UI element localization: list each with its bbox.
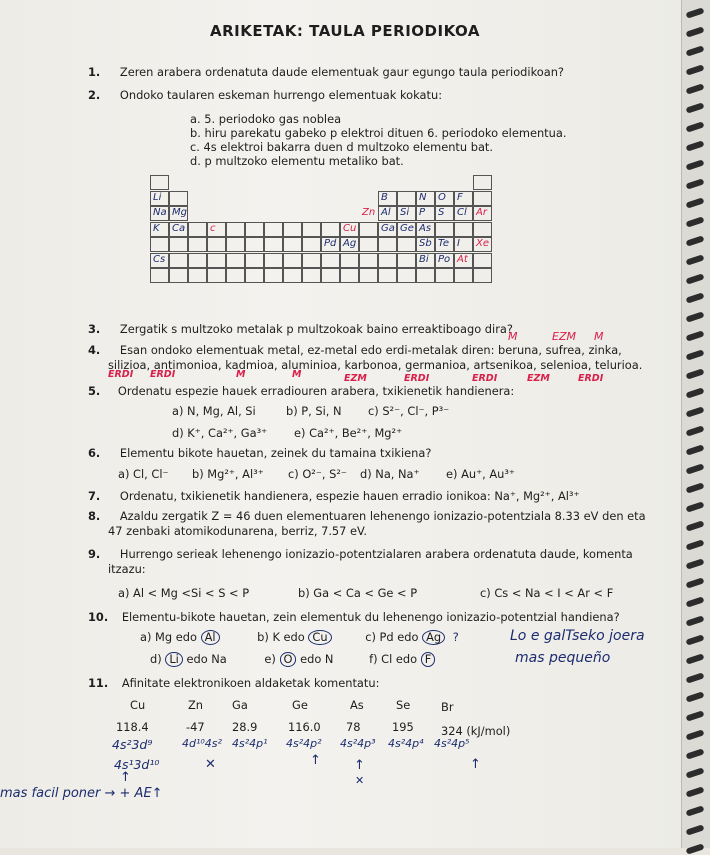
binding-coil — [686, 558, 705, 569]
q11-config-as: 4s²4p³ — [340, 737, 376, 750]
q10-item-d-rest: edo Na — [186, 652, 227, 666]
q5-item-c: c) S²⁻, Cl⁻, P³⁻ — [368, 404, 450, 418]
element-symbol: I — [457, 238, 460, 249]
element-symbol: N — [419, 191, 427, 203]
question-4-text-2: silizioa, antimonioa, kadmioa, aluminioa, karbonoa, germanioa, artsenikoa, selenioa, telurioa. — [108, 358, 643, 372]
binding-coil — [686, 463, 705, 474]
periodic-table-grid — [150, 175, 495, 290]
periodic-cell — [264, 222, 283, 237]
question-4 — [88, 343, 622, 357]
question-9-text: Hurrengo serieak lehenengo ionizazio-potentzialaren arabera ordenatuta daude, komenta — [119, 547, 633, 561]
q4-note-7: ERDI — [472, 373, 498, 384]
q11-config-zn: 4d¹⁰4s² — [182, 737, 222, 750]
periodic-cell — [397, 191, 416, 206]
binding-coil — [686, 710, 705, 721]
q10-question-mark: ? — [452, 630, 459, 644]
element-symbol: S — [438, 207, 445, 218]
q10-item-e-rest: edo N — [300, 652, 334, 666]
q9-item-a: a) Al < Mg <Si < S < P — [118, 586, 250, 600]
binding-coil — [686, 273, 705, 284]
element-symbol: As — [419, 222, 432, 234]
element-symbol: Li — [153, 191, 162, 203]
periodic-cell — [188, 253, 207, 268]
q11-config-se: 4s²4p⁴ — [388, 737, 424, 750]
periodic-cell — [359, 253, 378, 268]
q11-value-se: 195 — [392, 720, 414, 734]
q11-element-se: Se — [396, 698, 411, 712]
element-symbol: B — [381, 191, 388, 203]
binding-coil — [686, 520, 705, 531]
periodic-cell — [245, 222, 264, 237]
periodic-cell — [473, 191, 492, 206]
q4-note-9: ERDI — [578, 373, 604, 384]
element-symbol: Mg — [172, 207, 187, 218]
periodic-cell — [226, 237, 245, 252]
q6-item-b: b) Mg²⁺, Al³⁺ — [192, 467, 264, 481]
q2-item-b: b. hiru parekatu gabeko p elektroi dituen 6. periodoko elementua. — [190, 126, 567, 140]
element-symbol: Ge — [400, 222, 414, 234]
periodic-cell — [150, 268, 169, 283]
binding-coil — [686, 786, 705, 797]
q11-element-zn: Zn — [188, 698, 204, 712]
element-symbol: Bi — [419, 253, 429, 265]
q4-note-m2: M — [594, 330, 604, 343]
element-symbol: Pd — [324, 238, 337, 249]
q5-item-a: a) N, Mg, Al, Si — [172, 404, 256, 418]
periodic-cell — [340, 268, 359, 283]
x-mark-zn: ✕ — [205, 757, 216, 772]
binding-coil — [686, 102, 705, 113]
q11-element-as: As — [350, 698, 364, 712]
periodic-cell — [207, 268, 226, 283]
periodic-cell — [321, 268, 340, 283]
binding-coil — [686, 615, 705, 626]
question-11-number: 11. — [88, 676, 109, 690]
element-symbol: Cs — [153, 253, 166, 265]
q2-item-d: d. p multzoko elementu metaliko bat. — [190, 154, 404, 168]
binding-coil — [686, 140, 705, 151]
periodic-cell — [473, 268, 492, 283]
periodic-cell — [283, 268, 302, 283]
question-2-text: Ondoko taularen eskeman hurrengo elementuak kokatu: — [119, 88, 443, 102]
element-symbol: c — [210, 222, 216, 234]
q10-item-b-label: b) K edo — [257, 630, 305, 644]
periodic-cell — [226, 222, 245, 237]
q10-item-c-label: c) Pd edo — [365, 630, 419, 644]
q11-value-br: 324 (kJ/mol) — [441, 724, 511, 738]
periodic-cell — [226, 253, 245, 268]
question-8 — [88, 509, 646, 523]
binding-coil — [686, 653, 705, 664]
q5-item-e: e) Ca²⁺, Be²⁺, Mg²⁺ — [294, 426, 403, 440]
q4-note-8: EZM — [527, 373, 550, 384]
question-1 — [88, 65, 564, 79]
periodic-cell — [245, 268, 264, 283]
binding-coil — [686, 83, 705, 94]
q4-note-4: M — [292, 369, 302, 380]
binding-coil — [686, 387, 705, 398]
element-symbol: Na — [153, 207, 167, 218]
binding-coil — [686, 349, 705, 360]
q11-value-cu: 118.4 — [116, 720, 149, 734]
periodic-cell — [340, 253, 359, 268]
periodic-cell — [321, 222, 340, 237]
binding-coil — [686, 729, 705, 740]
binding-coil — [686, 159, 705, 170]
periodic-cell — [378, 237, 397, 252]
q10-answer-al: Al — [201, 630, 220, 645]
q4-note-ezm: EZM — [552, 330, 576, 343]
element-symbol: Si — [400, 207, 410, 218]
up-arrow-ge: ↑ — [310, 753, 321, 768]
periodic-cell — [397, 268, 416, 283]
q6-item-a: a) Cl, Cl⁻ — [118, 467, 169, 481]
question-5-text: Ordenatu espezie hauek erradiouren arabera, txikienetik handienera: — [117, 384, 515, 398]
binding-coil — [686, 121, 705, 132]
periodic-cell — [454, 268, 473, 283]
element-symbol: K — [153, 222, 160, 234]
periodic-cell — [397, 253, 416, 268]
question-7-number: 7. — [88, 489, 101, 503]
question-5-number: 5. — [88, 384, 101, 398]
q6-item-e: e) Au⁺, Au³⁺ — [446, 467, 515, 481]
element-symbol: Ar — [476, 207, 487, 218]
periodic-cell — [302, 237, 321, 252]
question-9-number: 9. — [88, 547, 101, 561]
periodic-cell — [169, 253, 188, 268]
binding-coil — [686, 254, 705, 265]
q10-row-2 — [150, 652, 435, 667]
element-symbol: Cl — [457, 207, 467, 218]
binding-coil — [686, 444, 705, 455]
question-10-text: Elementu-bikote hauetan, zein elementuk du lehenengo ionizazio-potentzial handiena? — [121, 610, 620, 624]
up-arrow-cu: ↑ — [120, 770, 131, 785]
element-symbol: P — [419, 207, 426, 218]
q10-row-1 — [140, 630, 459, 645]
q10-answer-ag: Ag — [422, 630, 445, 645]
up-arrow-br: ↑ — [470, 757, 481, 772]
binding-coil — [686, 482, 705, 493]
binding-coil — [686, 178, 705, 189]
periodic-cell — [150, 237, 169, 252]
binding-coil — [686, 64, 705, 75]
periodic-cell — [226, 268, 245, 283]
periodic-cell — [435, 222, 454, 237]
q2-item-a: a. 5. periodoko gas noblea — [190, 112, 342, 126]
question-2-number: 2. — [88, 88, 101, 102]
q11-element-ga: Ga — [232, 698, 248, 712]
question-6-text: Elementu bikote hauetan, zeinek du tamaina txikiena? — [119, 446, 432, 460]
periodic-cell — [283, 237, 302, 252]
periodic-cell — [169, 191, 188, 206]
question-6 — [88, 446, 431, 460]
q10-answer-cu: Cu — [308, 630, 331, 645]
q11-value-as: 78 — [346, 720, 361, 734]
periodic-cell — [378, 253, 397, 268]
q11-config-br: 4s²4p⁵ — [434, 737, 470, 750]
element-symbol: Xe — [476, 238, 490, 249]
q11-config-cu: 4s²3d⁹ — [112, 737, 153, 752]
periodic-cell — [283, 253, 302, 268]
q11-config-cu-alt: 4s¹3d¹⁰ — [114, 757, 160, 772]
question-2 — [88, 88, 442, 102]
periodic-cell — [188, 268, 207, 283]
question-7-text: Ordenatu, txikienetik handienera, espezie hauen erradio ionikoa: Na⁺, Mg²⁺, Al³⁺ — [119, 489, 580, 503]
q4-note-3: M — [236, 369, 246, 380]
q11-value-ga: 28.9 — [232, 720, 258, 734]
binding-coil — [686, 805, 705, 816]
periodic-cell — [435, 268, 454, 283]
q11-value-ge: 116.0 — [288, 720, 321, 734]
periodic-cell — [245, 253, 264, 268]
element-symbol: Po — [438, 253, 451, 265]
q9-item-c: c) Cs < Na < I < Ar < F — [480, 586, 614, 600]
binding-coil — [686, 368, 705, 379]
q11-config-ge: 4s²4p² — [286, 737, 322, 750]
element-symbol: F — [457, 191, 463, 203]
q10-answer-f: F — [421, 652, 436, 667]
binding-coil — [686, 425, 705, 436]
question-1-number: 1. — [88, 65, 101, 79]
q10-item-f-label: f) Cl edo — [369, 652, 418, 666]
binding-coil — [686, 577, 705, 588]
q11-value-zn: -47 — [186, 720, 205, 734]
periodic-cell — [302, 222, 321, 237]
q11-bottom-note: mas facil poner → + AE↑ — [0, 786, 163, 801]
binding-coil — [686, 311, 705, 322]
binding-coil — [686, 539, 705, 550]
binding-coil — [686, 824, 705, 835]
q10-answer-li: Li — [165, 652, 183, 667]
periodic-cell — [359, 237, 378, 252]
binding-coil — [686, 634, 705, 645]
q4-note-1: ERDI — [108, 369, 134, 380]
periodic-cell — [207, 237, 226, 252]
binding-coil — [686, 672, 705, 683]
question-8-text: Azaldu zergatik Z = 46 duen elementuaren lehenengo ionizazio-potentziala 8.33 eV den eta — [119, 509, 646, 523]
question-5 — [88, 384, 514, 398]
question-10-number: 10. — [88, 610, 109, 624]
question-1-text: Zeren arabera ordenatuta daude elementuak gaur egungo taula periodikoan? — [119, 65, 564, 79]
q11-element-cu: Cu — [130, 698, 146, 712]
q5-item-d: d) K⁺, Ca²⁺, Ga³⁺ — [172, 426, 268, 440]
question-3-number: 3. — [88, 322, 101, 336]
periodic-cell — [302, 268, 321, 283]
question-10 — [88, 610, 620, 624]
periodic-cell — [188, 222, 207, 237]
question-8-text-2: 47 zenbaki atomikodunarena, berriz, 7.57 eV. — [108, 524, 368, 538]
element-symbol: Te — [438, 238, 450, 249]
question-8-number: 8. — [88, 509, 101, 523]
q10-hand-note-2: mas pequeño — [515, 650, 611, 666]
question-9-text-2: itzazu: — [108, 562, 146, 576]
periodic-cell — [302, 253, 321, 268]
q11-element-ge: Ge — [292, 698, 308, 712]
q9-item-b: b) Ga < Ca < Ge < P — [298, 586, 418, 600]
question-9 — [88, 547, 633, 561]
periodic-cell — [397, 237, 416, 252]
periodic-cell — [416, 268, 435, 283]
periodic-cell — [245, 237, 264, 252]
binding-coil — [686, 596, 705, 607]
binding-coil — [686, 501, 705, 512]
q10-answer-o: O — [280, 652, 297, 667]
periodic-cell — [169, 268, 188, 283]
binding-coil — [686, 406, 705, 417]
periodic-cell — [283, 222, 302, 237]
periodic-cell — [473, 222, 492, 237]
question-7 — [88, 489, 580, 503]
periodic-cell — [169, 237, 188, 252]
up-arrow-as: ↑ — [354, 758, 365, 773]
periodic-cell — [264, 268, 283, 283]
periodic-cell — [321, 253, 340, 268]
spiral-binding — [681, 0, 710, 848]
binding-coil — [686, 843, 705, 854]
q5-item-b: b) P, Si, N — [286, 404, 342, 418]
q10-hand-note-1: Lo e galTseko joera — [510, 628, 645, 644]
question-11 — [88, 676, 379, 690]
question-6-number: 6. — [88, 446, 101, 460]
q11-element-br: Br — [441, 700, 454, 714]
question-4-number: 4. — [88, 343, 101, 357]
question-3-text: Zergatik s multzoko metalak p multzokoak baino erreaktiboago dira? — [119, 322, 513, 336]
binding-coil — [686, 691, 705, 702]
periodic-cell — [359, 222, 378, 237]
periodic-cell — [359, 268, 378, 283]
q4-note-5: EZM — [344, 373, 367, 384]
binding-coil — [686, 330, 705, 341]
element-symbol: Al — [381, 207, 391, 218]
element-symbol: Ga — [381, 222, 395, 234]
periodic-cell — [188, 237, 207, 252]
element-symbol: Ag — [343, 238, 357, 249]
periodic-cell — [473, 253, 492, 268]
question-11-text: Afinitate elektronikoen aldaketak komentatu: — [121, 676, 380, 690]
element-symbol: Ca — [172, 222, 186, 234]
element-symbol: Sb — [419, 238, 432, 249]
page-title: ARIKETAK: TAULA PERIODIKOA — [210, 22, 480, 40]
element-symbol: O — [438, 191, 446, 203]
binding-coil — [686, 197, 705, 208]
question-3 — [88, 322, 513, 336]
periodic-cell — [264, 237, 283, 252]
periodic-cell — [454, 222, 473, 237]
q6-item-d: d) Na, Na⁺ — [360, 467, 420, 481]
q6-item-c: c) O²⁻, S²⁻ — [288, 467, 347, 481]
q10-item-a-label: a) Mg edo — [140, 630, 197, 644]
element-symbol: Zn — [362, 207, 376, 218]
q2-item-c: c. 4s elektroi bakarra duen d multzoko elementu bat. — [190, 140, 494, 154]
x-mark-as: ✕ — [355, 774, 365, 787]
element-symbol: At — [457, 253, 468, 265]
q4-note-6: ERDI — [404, 373, 430, 384]
periodic-cell — [378, 268, 397, 283]
binding-coil — [686, 45, 705, 56]
q10-item-d-label: d) — [150, 652, 162, 666]
binding-coil — [686, 216, 705, 227]
periodic-cell — [207, 253, 226, 268]
binding-coil — [686, 767, 705, 778]
q11-config-ga: 4s²4p¹ — [232, 737, 268, 750]
element-symbol: Cu — [343, 222, 357, 234]
binding-coil — [686, 292, 705, 303]
periodic-cell — [264, 253, 283, 268]
binding-coil — [686, 235, 705, 246]
binding-coil — [686, 7, 705, 18]
q4-note-m1: M — [508, 330, 518, 343]
question-4-text: Esan ondoko elementuak metal, ez-metal edo erdi-metalak diren: beruna, sufrea, zinka, — [119, 343, 622, 357]
periodic-cell — [473, 175, 492, 190]
q10-item-e-label: e) — [264, 652, 276, 666]
periodic-cell — [150, 175, 169, 190]
binding-coil — [686, 748, 705, 759]
q4-note-2: ERDI — [150, 369, 176, 380]
